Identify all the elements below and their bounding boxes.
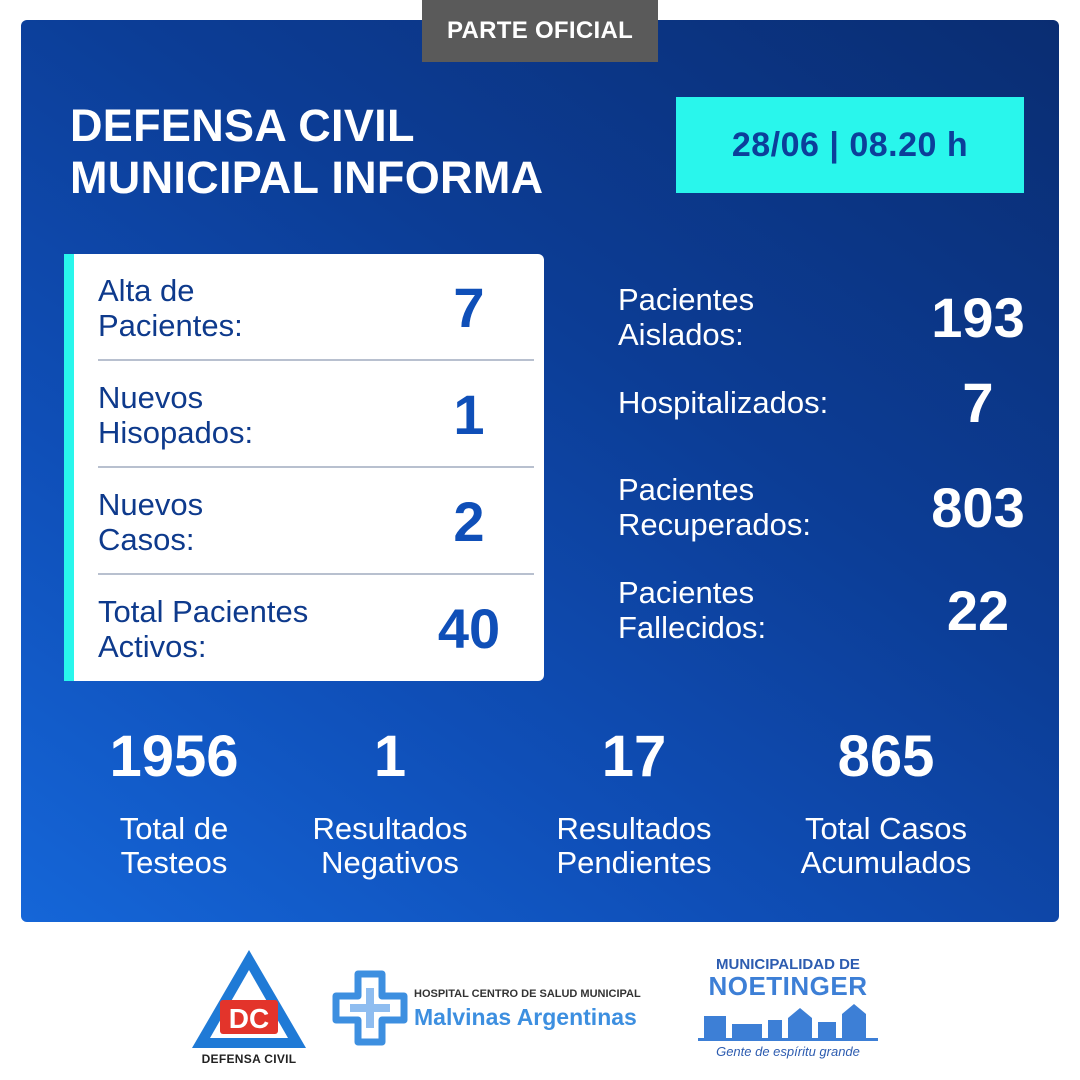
card-item-label: Nuevos Hisopados: xyxy=(98,379,254,450)
municipality-logo xyxy=(694,956,882,1070)
municipality-subtitle: MUNICIPALIDAD DE xyxy=(716,956,860,973)
stat-value: 803 xyxy=(931,475,1025,539)
total-label: Resultados Pendientes xyxy=(556,811,712,880)
stat-value: 193 xyxy=(931,285,1025,349)
total-label: Total Casos Acumulados xyxy=(800,811,972,880)
total-acumulados xyxy=(776,722,996,880)
stat-recuperados xyxy=(618,472,1038,542)
date-badge: 28/06 | 08.20 h xyxy=(676,97,1024,193)
card-item-value: 7 xyxy=(453,276,485,339)
stat-fallecidos xyxy=(618,575,1038,645)
town-skyline-icon xyxy=(698,1002,878,1042)
page-title xyxy=(70,100,543,204)
total-value: 17 xyxy=(601,724,667,789)
card-item-value: 1 xyxy=(453,383,485,446)
hospital-name: Malvinas Argentinas xyxy=(414,1004,637,1030)
card-item-hisopados xyxy=(98,361,534,468)
official-report-tag: PARTE OFICIAL xyxy=(422,0,658,62)
stat-label: Hospitalizados: xyxy=(618,385,829,420)
dc-name: DEFENSA CIVIL xyxy=(201,1052,297,1066)
stat-value: 22 xyxy=(946,578,1010,642)
total-testeos xyxy=(64,722,284,880)
total-value: 865 xyxy=(837,724,935,789)
stat-label: Pacientes Recuperados: xyxy=(618,472,812,542)
medical-cross-icon xyxy=(330,968,410,1048)
total-value: 1956 xyxy=(109,724,239,789)
stat-aislados xyxy=(618,282,1038,352)
card-item-value: 40 xyxy=(437,597,501,660)
card-item-label: Alta de Pacientes: xyxy=(98,272,243,343)
triangle-icon xyxy=(190,948,308,1052)
stat-label: Pacientes Fallecidos: xyxy=(618,575,767,645)
card-item-label: Total Pacientes Activos: xyxy=(98,593,309,664)
total-negativos xyxy=(280,722,500,880)
stat-label: Pacientes Aislados: xyxy=(618,282,755,352)
stat-hospitalizados xyxy=(618,370,1038,435)
hospital-logo xyxy=(330,968,670,1048)
municipality-name: NOETINGER xyxy=(708,971,868,1001)
stat-value: 7 xyxy=(962,371,994,434)
footer-logos xyxy=(0,940,1080,1080)
total-label: Resultados Negativos xyxy=(312,811,468,880)
title-line-2: MUNICIPAL INFORMA xyxy=(70,152,544,203)
total-value: 1 xyxy=(373,724,407,789)
card-item-value: 2 xyxy=(453,490,485,553)
daily-summary-card xyxy=(64,254,544,681)
dc-letters: DC xyxy=(228,1003,270,1034)
total-label: Total de Testeos xyxy=(119,811,229,880)
title-line-1: DEFENSA CIVIL xyxy=(70,100,415,151)
hospital-subtitle: HOSPITAL CENTRO DE SALUD MUNICIPAL xyxy=(414,988,641,1000)
card-item-activos xyxy=(98,575,534,682)
municipality-slogan: Gente de espíritu grande xyxy=(716,1044,860,1059)
card-item-altas xyxy=(98,254,534,361)
total-pendientes xyxy=(524,722,744,880)
card-item-label: Nuevos Casos: xyxy=(98,486,204,557)
card-item-casos xyxy=(98,468,534,575)
defensa-civil-logo xyxy=(190,948,308,1070)
